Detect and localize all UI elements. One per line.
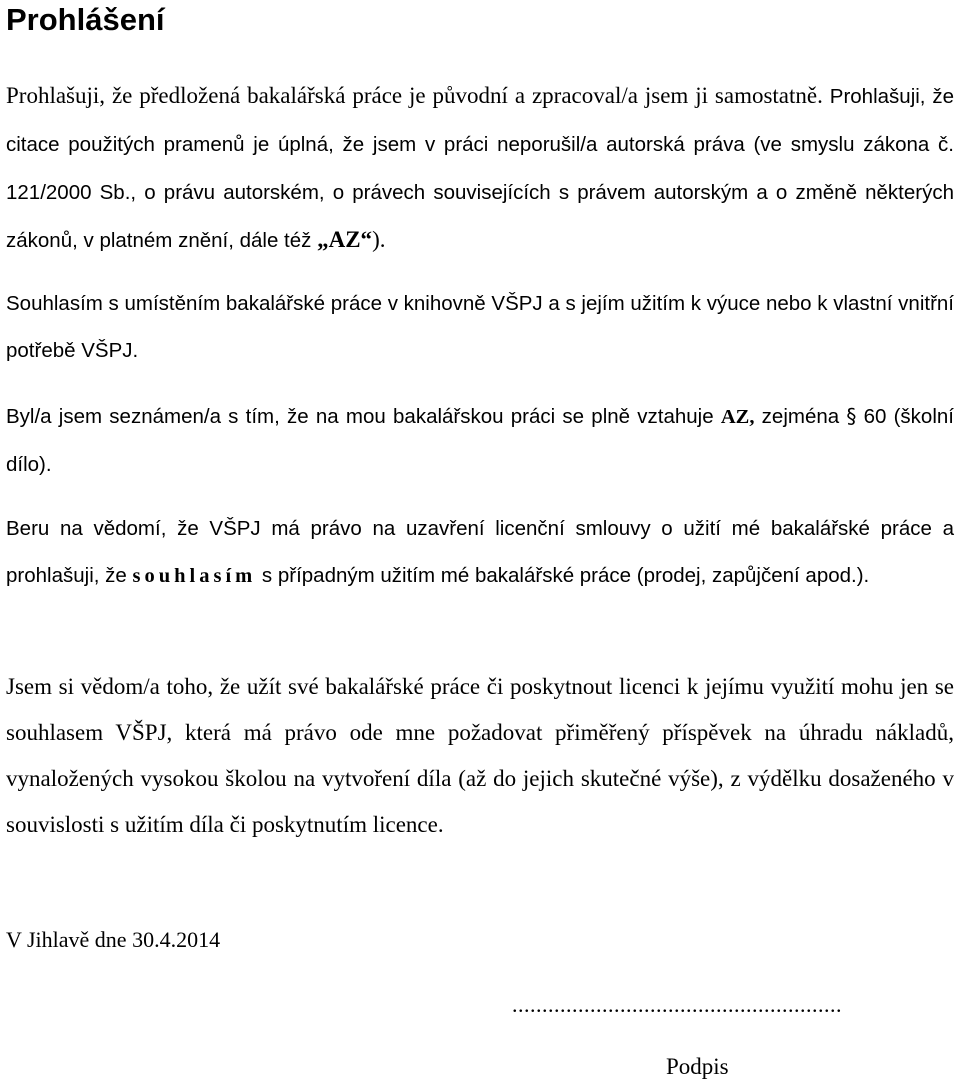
az-abbreviation: „AZ“	[317, 227, 373, 252]
paragraph-end: ).	[372, 227, 386, 252]
license-text-2: s případným užitím mé bakalářské práce (prodej, zapůjčení apod.).	[256, 564, 870, 587]
paragraph-library-consent: Souhlasím s umístěním bakalářské práce v knihovně VŠPJ a s jejím užitím k výuce nebo k vlastní vnitřní potřebě VŠPJ.	[6, 292, 954, 362]
place-date: V Jihlavě dne 30.4.2014	[6, 927, 221, 952]
copyright-law-text: , o právu autorském, o právech souvisejících s právem autorským a o změně některých zákonů, v platném znění, dále též	[6, 181, 954, 252]
paragraph-license	[6, 505, 954, 600]
az-applies-text-2: zejména	[754, 405, 847, 428]
paragraph-originality	[6, 72, 954, 264]
section-sign: §	[846, 404, 857, 428]
originality-sentence: Prohlašuji, že předložená bakalářská práce je původní a zpracoval/a jsem ji samostatně.	[6, 83, 823, 108]
paragraph-az-applies	[6, 392, 954, 489]
license-text: Beru na vědomí, že VŠPJ má právo na uzavření licenční smlouvy o užití mé bakalářské práce a prohlašuji, že	[6, 517, 954, 587]
page-title: Prohlášení	[6, 2, 165, 37]
az-applies-text-3: 60 (školní dílo).	[6, 405, 954, 476]
paragraph-usage-rights: Jsem si vědom/a toho, že užít své bakalářské práce či poskytnout licenci k jejímu využití mohu jen se souhlasem VŠPJ, která má právo ode mne požadovat přiměřený příspěvek na úhradu nákladů, vynaložených vysokou školou na vytvoření díla (až do jejich skutečné výše), z výdělku dosaženého v souvislosti s užitím díla či poskytnutím licence.	[6, 674, 954, 837]
citation-text: Prohlašuji, že citace použitých pramenů je úplná, že jsem v práci neporušil/a autorská práva (ve smyslu zákona č. 121/2000 Sb.	[6, 85, 955, 204]
az-abbreviation: AZ,	[720, 406, 755, 428]
consent-emphasis: souhlasím	[132, 565, 257, 587]
signature-label: Podpis	[666, 1054, 729, 1079]
az-applies-text: Byl/a jsem seznámen/a s tím, že na mou bakalářskou práci se plně vztahuje	[6, 405, 721, 428]
signature-line: .......................................................	[512, 992, 842, 1017]
